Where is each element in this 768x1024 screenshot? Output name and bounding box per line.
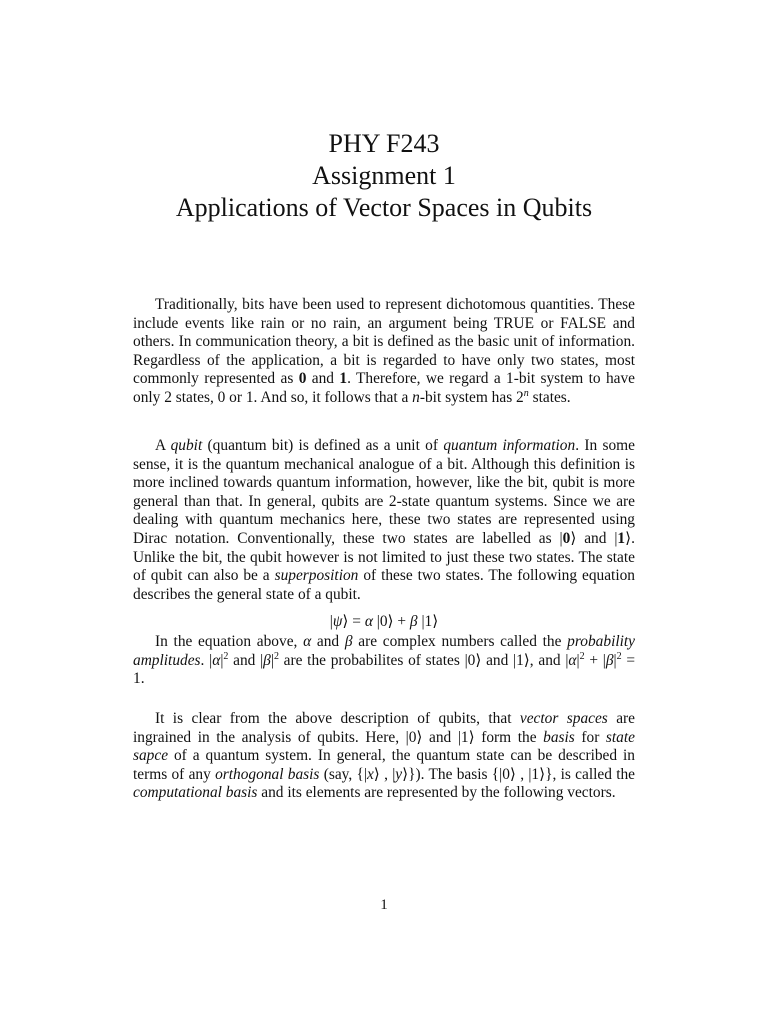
assignment-topic: Applications of Vector Spaces in Qubits xyxy=(175,193,593,222)
paragraph-vector-spaces: It is clear from the above description of qubits, that vector spaces are ingrained in the analysis of qubits. Here, |0⟩ and |1⟩ form the basis for state sapce of a quantum system. In general, the quantum state can be described in terms of any orthogonal basis (say, {|x⟩ , |y⟩}). The basis {|0⟩ , |1⟩}, is called the computational basis and its elements are represented by the following vectors. xyxy=(133,710,635,802)
title-block xyxy=(0,128,768,224)
paragraph-bits: Traditionally, bits have been used to represent dichotomous quantities. These include events like rain or no rain, an argument being TRUE or FALSE and others. In communication theory, a bit is defined as the basic unit of information. Regardless of the application, a bit is regarded to have only two states, most commonly represented as 0 and 1. Therefore, we regard a 1-bit system to have only 2 states, 0 or 1. And so, it follows that a n-bit system has 2$^n$ states. xyxy=(133,296,636,406)
qubit-state-equation: |ψ⟩ = α |0⟩ + β |1⟩ xyxy=(329,613,439,630)
assignment-number: Assignment 1 xyxy=(312,161,456,190)
course-code: PHY F243 xyxy=(328,129,440,158)
paragraph-qubit: A qubit (quantum bit) is defined as a unit of quantum information. In some sense, it is the quantum mechanical analogue of a bit. Although this definition is more inclined towards quantum information, however, like the bit, qubit is more general than that. In general, qubits are 2-state quantum systems. Since we are dealing with quantum mechanics here, these two states are represented using Dirac notation. Conventionally, these two states are labelled as |0⟩ and |1⟩. Unlike the bit, the qubit however is not limited to just these two states. The state of qubit can also be a superposition of these two states. The following equation describes the general state of a qubit. xyxy=(133,437,635,603)
page-number: 1 xyxy=(380,897,388,913)
paragraph-amplitudes: In the equation above, α and β are complex numbers called the probability amplitudes. $|\alpha|^2$ and $|\beta|^2$ are the probabilites of states |0⟩ and |1⟩, and $|\alpha|^2 + |\beta|^2 = 1$. xyxy=(133,633,636,688)
